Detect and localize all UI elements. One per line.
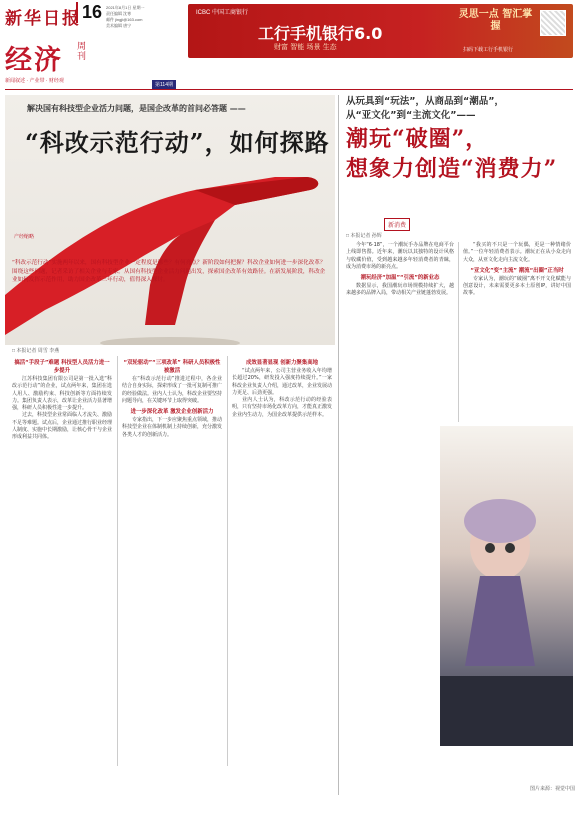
right-article-kicker bbox=[346, 95, 504, 123]
toy-figurine-photo bbox=[440, 426, 573, 746]
section-suffix: 周刊 bbox=[77, 42, 87, 62]
header-rule bbox=[5, 89, 573, 90]
paragraph: 数据显示，我国潮玩市场规模持续扩大，越来越多的品牌入局，带动相关产业链蓬勃发展。 bbox=[346, 283, 454, 297]
column-divider bbox=[458, 242, 459, 422]
page-divider bbox=[338, 95, 339, 795]
paragraph: 在“科改示范行动”推进过程中，各企业结合自身实际，探索形成了一批可复制可推广的经验做法。业内人士认为，科改企业要坚持问题导向，在关键环节上取得突破。 bbox=[122, 376, 223, 404]
kicker-line: 从“亚文化”到“主流文化”—— bbox=[346, 110, 476, 121]
ad-headline: 工行手机银行6.0 bbox=[258, 24, 383, 43]
title-line: 潮玩“破圈”， bbox=[346, 126, 489, 152]
newspaper-logo: 新华日报 bbox=[5, 9, 81, 29]
meta-line: 责任编辑 沈寒 bbox=[106, 11, 132, 16]
subheading: 成效显著显现 创新力聚集高地 bbox=[246, 360, 318, 366]
meta-line: 美术编辑 唐宁 bbox=[106, 23, 132, 28]
article-intro: “科改示范行动”实施两年以来，国有科技型企业一定程度是哪些？有何亮点？新阶段如何把握？科改企业如何进一步深化改革？围绕这些问题，记者采访了相关企业与专家。从国有科技型企业活力问题出发，探索国企改革有效路径。在新发展阶段，科改企业如何发挥示范作用，助力国企改革三年行动，值得深入探讨。 bbox=[12, 260, 326, 284]
ad-subline: 财富 智能 场景 生态 bbox=[274, 43, 337, 51]
paragraph: “我买的不只是一个玩偶，更是一种情绪价值。”一位年轻消费者表示。潮玩正在从小众走向大众，从亚文化走向主流文化。 bbox=[463, 242, 571, 263]
right-byline: □ 本报记者 孙辉 bbox=[346, 233, 382, 239]
ad-footer: 扫码下载工行手机银行 bbox=[463, 47, 514, 53]
pointing-hand-illustration bbox=[5, 95, 335, 345]
meta-line: 2021年8月1日 星期一 bbox=[106, 5, 145, 10]
article-column-1 bbox=[12, 356, 112, 442]
image-credit: 产经缩略 bbox=[14, 234, 35, 240]
paragraph: “试点两年来，公司主营业务收入年均增长超过20%，研发投入强度持续提升。”一家科改企业负责人介绍，通过改革，企业发展动力更足、后劲更强。 bbox=[232, 368, 333, 396]
article-column-3 bbox=[232, 356, 332, 419]
page-meta bbox=[106, 5, 186, 29]
bank-name: ICBC 中国工商银行 bbox=[196, 10, 249, 16]
subheading: 搞活“手段子”难题 科技型人员活力进一步提升 bbox=[14, 360, 110, 374]
paragraph: 今年“6·18”，一个潮玩手办品牌在电商平台上线即售罄。近年来，潮玩以其独特的设计风格与收藏价值，受到越来越多年轻消费者的青睐，成为消费市场的新亮点。 bbox=[346, 242, 454, 270]
right-column-1 bbox=[346, 242, 454, 298]
section-tagline: 新闻叙述 · 产业带 · 财经观 bbox=[5, 78, 64, 84]
paragraph: 专家指出，下一步应聚焦重点领域，推动科技型企业在体制机制上持续创新，充分激发各类人才的创新活力。 bbox=[122, 417, 223, 438]
paragraph: 过去，科技型企业常面临人才流失、激励不足等难题。试点后，企业通过推行职业经理人制度、实施中长期激励，让核心骨干与企业形成利益共同体。 bbox=[12, 412, 113, 441]
column-divider bbox=[117, 356, 118, 766]
article-byline: □ 本报记者 周雪 李燕 bbox=[12, 348, 60, 354]
title-line: 想象力创造“消费力” bbox=[346, 156, 558, 182]
article-column-2 bbox=[122, 356, 222, 439]
photo-credit: 图片来源：视觉中国 bbox=[530, 786, 576, 792]
subheading: “双轮驱动”“三项改革” 科研人员积极性被激活 bbox=[123, 360, 221, 374]
paragraph: 专家认为，潮玩的“破圈”离不开文化赋能与创意设计，未来需要更多本土原创IP，讲好中国故事。 bbox=[463, 275, 571, 297]
right-column-2 bbox=[463, 242, 571, 298]
qr-code-icon[interactable] bbox=[540, 10, 566, 36]
page-number: 16 bbox=[76, 2, 102, 23]
issue-badge: 第114期 bbox=[152, 80, 176, 89]
section-title: 经济 bbox=[5, 45, 63, 76]
paragraph: 江苏科技集团有限公司是第一批入选“科改示范行动”的企业，试点两年来，集团在选人用人、激励约束、科技创新等方面持续发力。集团负责人表示，改革让企业活力显著增强，科研人员积极性进一步提升。 bbox=[12, 376, 113, 412]
ad-slogan: 灵思一点 智汇掌握 bbox=[458, 9, 533, 32]
left-article-hero bbox=[5, 95, 335, 345]
right-article-title bbox=[346, 124, 557, 184]
subheading: “亚文化”变“主流” 潮流“出圈”正当时 bbox=[470, 267, 564, 274]
section-header bbox=[5, 38, 87, 77]
column-divider bbox=[227, 356, 228, 766]
figurine-illustration bbox=[440, 426, 573, 746]
article-kicker: 解决国有科技型企业活力问题，是国企改革的首问必答题 —— bbox=[27, 104, 246, 113]
bank-advertisement[interactable] bbox=[188, 4, 573, 58]
meta-line: 邮件 jingji@163.com bbox=[106, 17, 143, 22]
subheading: 进一步深化改革 激发企业创新活力 bbox=[130, 409, 214, 416]
article-headline: “科改示范行动”，如何探路 bbox=[25, 128, 330, 157]
category-tag: 新消费 bbox=[384, 218, 410, 231]
paragraph: 业内人士认为，科改示范行动的经验表明，只有坚持市场化改革方向，才能真正激发企业内生动力，为国企改革提供示范样本。 bbox=[232, 397, 333, 418]
subheading: 潮玩经济“加温”“引流”的新业态 bbox=[360, 275, 440, 282]
kicker-line: 从玩具到“玩法”，从商品到“潮品”， bbox=[346, 96, 504, 107]
